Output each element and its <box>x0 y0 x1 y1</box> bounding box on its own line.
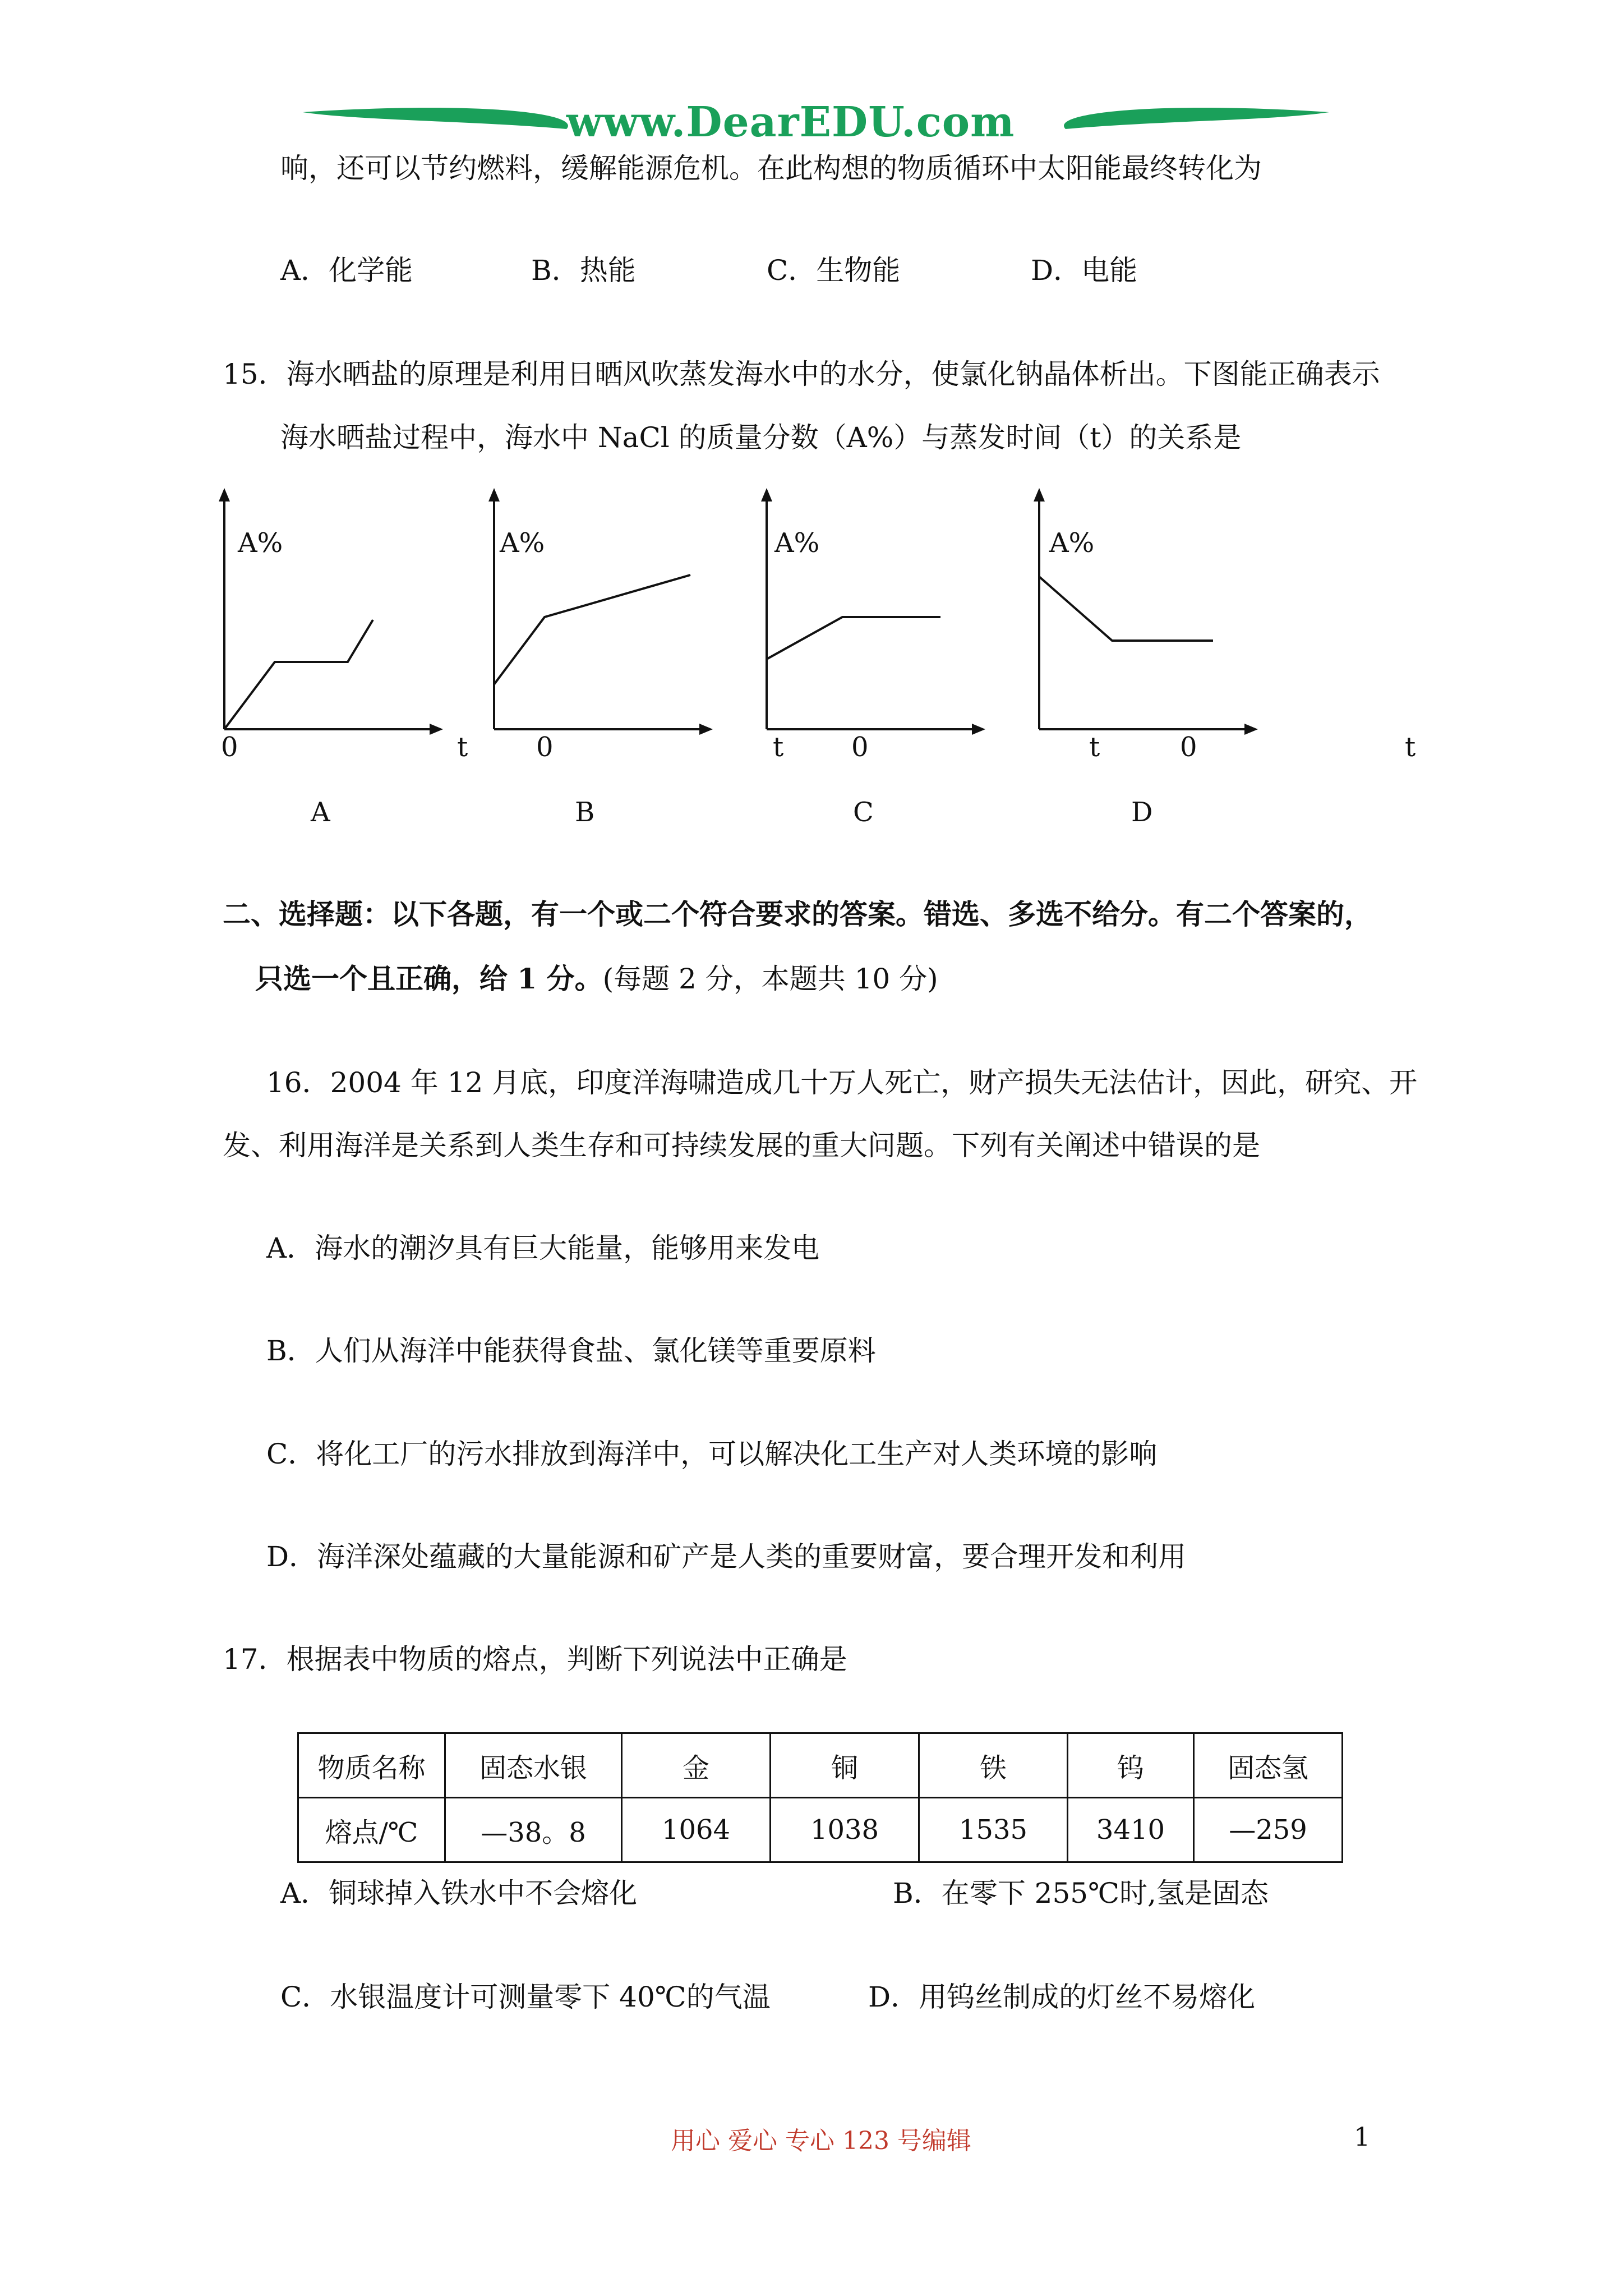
graph-label-b: B <box>575 797 595 828</box>
q17-option-c: C．水银温度计可测量零下 40℃的气温 <box>280 1981 771 2013</box>
q14-option-d: D．电能 <box>1031 254 1138 287</box>
q17-option-d: D．用钨丝制成的灯丝不易熔化 <box>868 1981 1256 2013</box>
graph-d <box>1028 482 1286 740</box>
table-cell: 1064 <box>622 1798 771 1862</box>
q16-option-c: C．将化工厂的污水排放到海洋中，可以解决化工生产对人类环境的影响 <box>266 1438 1158 1470</box>
axis-label-t: t <box>1405 731 1416 763</box>
graph-a-line <box>224 620 373 729</box>
graph-c-ylabel: A% <box>774 527 820 559</box>
axis-label-t: t <box>457 731 468 763</box>
graph-label-c: C <box>853 797 874 828</box>
section2-heading-line1: 二、选择题：以下各题，有一个或二个符合要求的答案。错选、多选不给分。有二个答案的， <box>223 898 1372 931</box>
q14-option-b: B．热能 <box>531 254 636 287</box>
q16-option-d: D．海洋深处蕴藏的大量能源和矿产是人类的重要财富，要合理开发和利用 <box>266 1540 1187 1573</box>
section2-heading-bold: 只选一个且正确，给 1 分。 <box>255 962 603 995</box>
table-row <box>298 1798 1343 1862</box>
graph-d-ylabel: A% <box>1049 527 1095 559</box>
q14-option-a: A．化学能 <box>280 254 413 287</box>
graph-c-line <box>767 617 940 659</box>
q15-stem-line2: 海水晒盐过程中，海水中 NaCl 的质量分数（A%）与蒸发时间（t）的关系是 <box>280 421 1242 454</box>
table-cell: 固态氢 <box>1194 1733 1343 1798</box>
graph-label-a: A <box>311 797 330 828</box>
axis-label-t: t <box>773 731 784 763</box>
graph-a-ylabel: A% <box>238 527 283 559</box>
axis-label-0: 0 <box>536 731 554 763</box>
axis-label-0: 0 <box>221 731 238 763</box>
axis-label-0: 0 <box>851 731 869 763</box>
graph-a <box>213 482 471 740</box>
graph-d-line <box>1039 577 1213 641</box>
table-cell: 3410 <box>1068 1798 1194 1862</box>
q17-option-a: A．铜球掉入铁水中不会熔化 <box>280 1877 638 1910</box>
table-cell: 1535 <box>919 1798 1068 1862</box>
table-cell: 物质名称 <box>298 1733 445 1798</box>
axis-label-0: 0 <box>1180 731 1197 763</box>
q16-option-a: A．海水的潮汐具有巨大能量，能够用来发电 <box>266 1232 820 1264</box>
axis-label-t: t <box>1089 731 1100 763</box>
section2-heading-score: (每题 2 分，本题共 10 分) <box>602 963 938 995</box>
page-number: 1 <box>1354 2122 1371 2152</box>
graph-b <box>483 482 741 740</box>
table-cell: 熔点/℃ <box>298 1798 445 1862</box>
section2-heading-line2 <box>255 962 938 996</box>
graph-b-line <box>494 575 690 684</box>
q16-stem-line2: 发、利用海洋是关系到人类生存和可持续发展的重大问题。下列有关阐述中错误的是 <box>223 1129 1260 1162</box>
q17-stem: 17．根据表中物质的熔点，判断下列说法中正确是 <box>223 1643 847 1676</box>
q15-stem-line1: 15．海水晒盐的原理是利用日晒风吹蒸发海水中的水分，使氯化钠晶体析出。下图能正确表示 <box>223 358 1380 390</box>
table-cell: 铜 <box>771 1733 919 1798</box>
site-logo-text: www.DearEDU.com <box>566 98 1015 146</box>
melting-point-table <box>297 1732 1343 1863</box>
q16-stem-line1: 16．2004 年 12 月底，印度洋海啸造成几十万人死亡，财产损失无法估计，因此，研究、开 <box>266 1066 1418 1099</box>
table-cell: —38。8 <box>445 1798 622 1862</box>
table-cell: 1038 <box>771 1798 919 1862</box>
table-cell: 铁 <box>919 1733 1068 1798</box>
footer-editor-note: 用心 爱心 专心 123 号编辑 <box>671 2127 971 2155</box>
table-cell: 固态水银 <box>445 1733 622 1798</box>
table-cell: 钨 <box>1068 1733 1194 1798</box>
q14-option-c: C．生物能 <box>767 254 901 287</box>
q16-option-b: B．人们从海洋中能获得食盐、氯化镁等重要原料 <box>266 1335 876 1367</box>
table-cell: —259 <box>1194 1798 1343 1862</box>
q14-continuation: 响，还可以节约燃料，缓解能源危机。在此构想的物质循环中太阳能最终转化为 <box>280 152 1262 185</box>
table-row <box>298 1733 1343 1798</box>
graph-label-d: D <box>1131 797 1153 828</box>
graph-b-ylabel: A% <box>500 527 545 559</box>
graph-c <box>755 482 1013 740</box>
q17-option-b: B．在零下 255℃时,氢是固态 <box>893 1877 1269 1910</box>
table-cell: 金 <box>622 1733 771 1798</box>
